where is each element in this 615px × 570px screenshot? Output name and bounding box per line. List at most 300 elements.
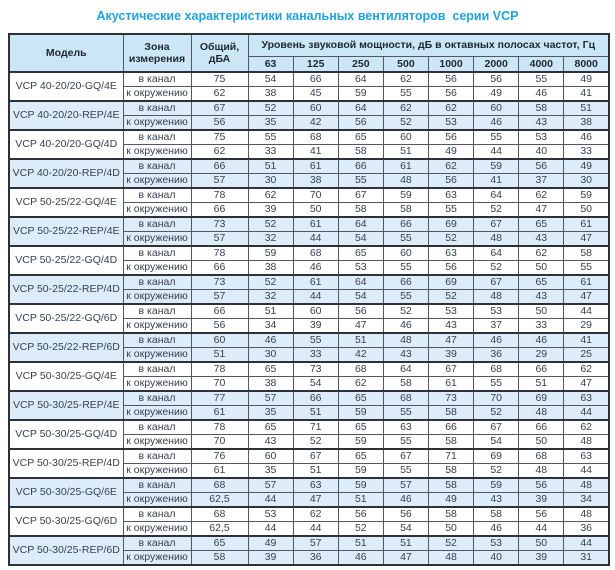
octave-band-level-cell: 68 <box>293 130 338 145</box>
table-row <box>9 478 609 493</box>
octave-band-level-cell: 49 <box>564 72 609 87</box>
octave-band-level-cell: 61 <box>293 217 338 232</box>
octave-band-level-cell: 62 <box>248 188 293 203</box>
model-name-cell: VCP 50-25/22-REP/6D <box>9 333 123 362</box>
octave-band-level-cell: 56 <box>429 72 474 87</box>
octave-band-level-cell: 52 <box>474 464 519 479</box>
octave-band-level-cell: 64 <box>338 275 383 290</box>
total-dba-cell: 73 <box>191 217 248 232</box>
octave-band-level-cell: 58 <box>429 478 474 493</box>
octave-band-level-cell: 69 <box>429 275 474 290</box>
measurement-zone-cell: к окружению <box>123 406 191 421</box>
octave-band-level-cell: 43 <box>383 348 428 363</box>
octave-band-level-cell: 41 <box>564 333 609 348</box>
octave-band-level-cell: 67 <box>474 420 519 435</box>
table-row <box>9 101 609 116</box>
total-dba-cell: 78 <box>191 188 248 203</box>
octave-band-level-cell: 47 <box>564 290 609 305</box>
octave-band-level-cell: 59 <box>248 246 293 261</box>
octave-band-level-cell: 32 <box>248 232 293 247</box>
octave-band-level-cell: 51 <box>519 377 564 392</box>
octave-band-level-cell: 54 <box>338 290 383 305</box>
header-freq-250: 250 <box>338 56 383 72</box>
octave-band-level-cell: 25 <box>564 348 609 363</box>
octave-band-level-cell: 36 <box>564 522 609 537</box>
octave-band-level-cell: 33 <box>519 319 564 334</box>
octave-band-level-cell: 61 <box>293 275 338 290</box>
octave-band-level-cell: 66 <box>338 159 383 174</box>
octave-band-level-cell: 55 <box>383 435 428 450</box>
octave-band-level-cell: 48 <box>564 478 609 493</box>
octave-band-level-cell: 55 <box>564 261 609 276</box>
octave-band-level-cell: 61 <box>564 275 609 290</box>
header-freq-4000: 4000 <box>519 56 564 72</box>
measurement-zone-cell: к окружению <box>123 319 191 334</box>
octave-band-level-cell: 52 <box>474 261 519 276</box>
octave-band-level-cell: 67 <box>293 449 338 464</box>
octave-band-level-cell: 68 <box>383 391 428 406</box>
measurement-zone-cell: к окружению <box>123 174 191 189</box>
header-freq-63: 63 <box>248 56 293 72</box>
model-name-cell: VCP 50-30/25-REP/4D <box>9 449 123 478</box>
octave-band-level-cell: 60 <box>293 304 338 319</box>
octave-band-level-cell: 52 <box>293 435 338 450</box>
octave-band-level-cell: 44 <box>293 232 338 247</box>
header-freq-2000: 2000 <box>474 56 519 72</box>
octave-band-level-cell: 33 <box>248 145 293 160</box>
octave-band-level-cell: 56 <box>338 116 383 131</box>
octave-band-level-cell: 33 <box>293 348 338 363</box>
octave-band-level-cell: 68 <box>474 362 519 377</box>
octave-band-level-cell: 53 <box>429 304 474 319</box>
octave-band-level-cell: 52 <box>429 232 474 247</box>
octave-band-level-cell: 39 <box>248 203 293 218</box>
octave-band-level-cell: 58 <box>429 406 474 421</box>
octave-band-level-cell: 73 <box>429 391 474 406</box>
octave-band-level-cell: 56 <box>474 72 519 87</box>
octave-band-level-cell: 65 <box>248 420 293 435</box>
header-model: Модель <box>9 34 123 72</box>
model-name-cell: VCP 50-30/25-REP/4E <box>9 391 123 420</box>
total-dba-cell: 68 <box>191 478 248 493</box>
octave-band-level-cell: 47 <box>429 333 474 348</box>
octave-band-level-cell: 64 <box>474 188 519 203</box>
total-dba-cell: 57 <box>191 290 248 305</box>
octave-band-level-cell: 64 <box>383 362 428 377</box>
octave-band-level-cell: 66 <box>519 420 564 435</box>
octave-band-level-cell: 57 <box>293 536 338 551</box>
octave-band-level-cell: 41 <box>293 145 338 160</box>
octave-band-level-cell: 48 <box>519 406 564 421</box>
total-dba-cell: 70 <box>191 435 248 450</box>
octave-band-level-cell: 54 <box>474 435 519 450</box>
octave-band-level-cell: 44 <box>564 304 609 319</box>
octave-band-level-cell: 55 <box>338 174 383 189</box>
octave-band-level-cell: 48 <box>383 174 428 189</box>
octave-band-level-cell: 43 <box>474 493 519 508</box>
octave-band-level-cell: 47 <box>519 203 564 218</box>
header-freq-1000: 1000 <box>429 56 474 72</box>
total-dba-cell: 66 <box>191 261 248 276</box>
octave-band-level-cell: 43 <box>248 435 293 450</box>
octave-band-level-cell: 51 <box>564 101 609 116</box>
octave-band-level-cell: 62 <box>383 72 428 87</box>
octave-band-level-cell: 48 <box>429 551 474 566</box>
measurement-zone-cell: к окружению <box>123 87 191 102</box>
measurement-zone-cell: к окружению <box>123 116 191 131</box>
octave-band-level-cell: 64 <box>474 246 519 261</box>
octave-band-level-cell: 70 <box>293 188 338 203</box>
measurement-zone-cell: к окружению <box>123 232 191 247</box>
total-dba-cell: 62,5 <box>191 493 248 508</box>
octave-band-level-cell: 55 <box>293 333 338 348</box>
octave-band-level-cell: 35 <box>248 464 293 479</box>
table-row <box>9 130 609 145</box>
octave-band-level-cell: 40 <box>474 551 519 566</box>
octave-band-level-cell: 44 <box>293 290 338 305</box>
octave-band-level-cell: 51 <box>383 536 428 551</box>
octave-band-level-cell: 60 <box>383 246 428 261</box>
total-dba-cell: 66 <box>191 203 248 218</box>
octave-band-level-cell: 53 <box>519 130 564 145</box>
total-dba-cell: 60 <box>191 333 248 348</box>
octave-band-level-cell: 51 <box>248 159 293 174</box>
octave-band-level-cell: 53 <box>429 116 474 131</box>
octave-band-level-cell: 50 <box>519 536 564 551</box>
octave-band-level-cell: 50 <box>519 304 564 319</box>
octave-band-level-cell: 56 <box>429 261 474 276</box>
octave-band-level-cell: 62 <box>338 377 383 392</box>
octave-band-level-cell: 55 <box>383 87 428 102</box>
table-body <box>9 72 609 565</box>
octave-band-level-cell: 58 <box>338 203 383 218</box>
octave-band-level-cell: 49 <box>474 87 519 102</box>
table-row <box>9 507 609 522</box>
total-dba-cell: 61 <box>191 406 248 421</box>
measurement-zone-cell: к окружению <box>123 464 191 479</box>
octave-band-level-cell: 53 <box>248 507 293 522</box>
total-dba-cell: 66 <box>191 159 248 174</box>
octave-band-level-cell: 66 <box>519 362 564 377</box>
octave-band-level-cell: 62 <box>564 420 609 435</box>
octave-band-level-cell: 44 <box>564 464 609 479</box>
octave-band-level-cell: 30 <box>248 174 293 189</box>
octave-band-level-cell: 46 <box>338 551 383 566</box>
octave-band-level-cell: 60 <box>293 101 338 116</box>
octave-band-level-cell: 58 <box>429 507 474 522</box>
octave-band-level-cell: 45 <box>293 87 338 102</box>
octave-band-level-cell: 47 <box>383 551 428 566</box>
octave-band-level-cell: 38 <box>564 116 609 131</box>
total-dba-cell: 62,5 <box>191 522 248 537</box>
octave-band-level-cell: 44 <box>519 522 564 537</box>
octave-band-level-cell: 48 <box>474 290 519 305</box>
total-dba-cell: 77 <box>191 391 248 406</box>
octave-band-level-cell: 67 <box>383 449 428 464</box>
octave-band-level-cell: 49 <box>429 493 474 508</box>
measurement-zone-cell: в канал <box>123 130 191 145</box>
model-name-cell: VCP 50-30/25-GQ/4E <box>9 362 123 391</box>
octave-band-level-cell: 55 <box>383 261 428 276</box>
octave-band-level-cell: 59 <box>338 87 383 102</box>
model-name-cell: VCP 50-30/25-GQ/6E <box>9 478 123 507</box>
measurement-zone-cell: к окружению <box>123 203 191 218</box>
octave-band-level-cell: 61 <box>564 217 609 232</box>
octave-band-level-cell: 52 <box>429 290 474 305</box>
octave-band-level-cell: 66 <box>293 72 338 87</box>
octave-band-level-cell: 55 <box>383 290 428 305</box>
octave-band-level-cell: 62 <box>519 246 564 261</box>
octave-band-level-cell: 55 <box>383 406 428 421</box>
octave-band-level-cell: 58 <box>383 377 428 392</box>
octave-band-level-cell: 51 <box>248 304 293 319</box>
measurement-zone-cell: к окружению <box>123 348 191 363</box>
octave-band-level-cell: 69 <box>429 217 474 232</box>
octave-band-level-cell: 52 <box>474 203 519 218</box>
measurement-zone-cell: в канал <box>123 275 191 290</box>
octave-band-level-cell: 44 <box>293 522 338 537</box>
octave-band-level-cell: 46 <box>248 333 293 348</box>
octave-band-level-cell: 54 <box>248 72 293 87</box>
octave-band-level-cell: 65 <box>338 130 383 145</box>
table-row <box>9 391 609 406</box>
measurement-zone-cell: в канал <box>123 333 191 348</box>
measurement-zone-cell: к окружению <box>123 377 191 392</box>
measurement-zone-cell: в канал <box>123 188 191 203</box>
total-dba-cell: 65 <box>191 536 248 551</box>
octave-band-level-cell: 51 <box>338 536 383 551</box>
octave-band-level-cell: 47 <box>564 377 609 392</box>
table-row <box>9 333 609 348</box>
table-header <box>9 34 609 72</box>
table-row <box>9 449 609 464</box>
measurement-zone-cell: в канал <box>123 246 191 261</box>
total-dba-cell: 75 <box>191 130 248 145</box>
model-name-cell: VCP 50-25/22-REP/4E <box>9 217 123 246</box>
octave-band-level-cell: 51 <box>338 333 383 348</box>
octave-band-level-cell: 58 <box>383 203 428 218</box>
octave-band-level-cell: 39 <box>519 493 564 508</box>
octave-band-level-cell: 41 <box>474 174 519 189</box>
octave-band-level-cell: 44 <box>248 493 293 508</box>
octave-band-level-cell: 58 <box>429 464 474 479</box>
octave-band-level-cell: 50 <box>429 522 474 537</box>
octave-band-level-cell: 59 <box>338 406 383 421</box>
octave-band-level-cell: 52 <box>248 101 293 116</box>
octave-band-level-cell: 56 <box>519 159 564 174</box>
octave-band-level-cell: 46 <box>519 333 564 348</box>
octave-band-level-cell: 67 <box>429 362 474 377</box>
octave-band-level-cell: 60 <box>248 449 293 464</box>
octave-band-level-cell: 39 <box>293 319 338 334</box>
octave-band-level-cell: 63 <box>429 246 474 261</box>
total-dba-cell: 62 <box>191 87 248 102</box>
acoustic-characteristics-table <box>8 33 610 566</box>
octave-band-level-cell: 39 <box>519 551 564 566</box>
octave-band-level-cell: 55 <box>383 232 428 247</box>
octave-band-level-cell: 34 <box>248 319 293 334</box>
octave-band-level-cell: 68 <box>519 449 564 464</box>
octave-band-level-cell: 49 <box>564 159 609 174</box>
octave-band-level-cell: 63 <box>564 391 609 406</box>
total-dba-cell: 78 <box>191 362 248 377</box>
octave-band-level-cell: 51 <box>383 145 428 160</box>
octave-band-level-cell: 36 <box>293 551 338 566</box>
octave-band-level-cell: 62 <box>293 507 338 522</box>
octave-band-level-cell: 66 <box>383 275 428 290</box>
measurement-zone-cell: к окружению <box>123 290 191 305</box>
octave-band-level-cell: 71 <box>429 449 474 464</box>
octave-band-level-cell: 73 <box>293 362 338 377</box>
table-row <box>9 217 609 232</box>
octave-band-level-cell: 52 <box>248 275 293 290</box>
measurement-zone-cell: в канал <box>123 507 191 522</box>
model-name-cell: VCP 40-20/20-REP/4D <box>9 159 123 188</box>
octave-band-level-cell: 58 <box>429 435 474 450</box>
page-title: Акустические характеристики канальных вентиляторов серии VCP <box>96 9 519 23</box>
table-row <box>9 275 609 290</box>
octave-band-level-cell: 32 <box>248 290 293 305</box>
octave-band-level-cell: 63 <box>564 449 609 464</box>
octave-band-level-cell: 69 <box>519 391 564 406</box>
octave-band-level-cell: 47 <box>564 232 609 247</box>
measurement-zone-cell: к окружению <box>123 261 191 276</box>
octave-band-level-cell: 44 <box>564 536 609 551</box>
octave-band-level-cell: 52 <box>429 536 474 551</box>
octave-band-level-cell: 33 <box>564 145 609 160</box>
octave-band-level-cell: 65 <box>338 391 383 406</box>
octave-band-level-cell: 44 <box>564 406 609 421</box>
octave-band-level-cell: 42 <box>338 348 383 363</box>
model-name-cell: VCP 40-20/20-GQ/4D <box>9 130 123 159</box>
octave-band-level-cell: 55 <box>429 203 474 218</box>
octave-band-level-cell: 51 <box>338 493 383 508</box>
total-dba-cell: 78 <box>191 420 248 435</box>
octave-band-level-cell: 58 <box>519 101 564 116</box>
octave-band-level-cell: 64 <box>338 101 383 116</box>
octave-band-level-cell: 59 <box>383 188 428 203</box>
octave-band-level-cell: 57 <box>248 391 293 406</box>
octave-band-level-cell: 30 <box>248 348 293 363</box>
header-sound-power-levels: Уровень звуковой мощности, дБ в октавных полосах частот, Гц <box>248 34 609 56</box>
octave-band-level-cell: 54 <box>338 232 383 247</box>
octave-band-level-cell: 56 <box>429 130 474 145</box>
header-zone: Зона измерения <box>123 34 191 72</box>
octave-band-level-cell: 56 <box>383 507 428 522</box>
measurement-zone-cell: к окружению <box>123 551 191 566</box>
octave-band-level-cell: 35 <box>248 116 293 131</box>
measurement-zone-cell: в канал <box>123 101 191 116</box>
octave-band-level-cell: 46 <box>383 319 428 334</box>
octave-band-level-cell: 39 <box>248 551 293 566</box>
total-dba-cell: 75 <box>191 72 248 87</box>
octave-band-level-cell: 52 <box>383 116 428 131</box>
octave-band-level-cell: 36 <box>474 348 519 363</box>
octave-band-level-cell: 41 <box>564 87 609 102</box>
measurement-zone-cell: к окружению <box>123 145 191 160</box>
octave-band-level-cell: 48 <box>383 333 428 348</box>
total-dba-cell: 57 <box>191 174 248 189</box>
model-name-cell: VCP 40-20/20-REP/4E <box>9 101 123 130</box>
measurement-zone-cell: в канал <box>123 420 191 435</box>
octave-band-level-cell: 29 <box>564 319 609 334</box>
octave-band-level-cell: 48 <box>564 435 609 450</box>
octave-band-level-cell: 58 <box>474 507 519 522</box>
measurement-zone-cell: в канал <box>123 362 191 377</box>
octave-band-level-cell: 65 <box>338 449 383 464</box>
total-dba-cell: 58 <box>191 551 248 566</box>
model-name-cell: VCP 50-25/22-GQ/4E <box>9 188 123 217</box>
octave-band-level-cell: 59 <box>474 159 519 174</box>
octave-band-level-cell: 62 <box>383 101 428 116</box>
model-name-cell: VCP 50-25/22-REP/4D <box>9 275 123 304</box>
octave-band-level-cell: 35 <box>248 406 293 421</box>
total-dba-cell: 68 <box>191 507 248 522</box>
measurement-zone-cell: в канал <box>123 72 191 87</box>
octave-band-level-cell: 37 <box>519 174 564 189</box>
total-dba-cell: 56 <box>191 116 248 131</box>
octave-band-level-cell: 51 <box>293 464 338 479</box>
octave-band-level-cell: 61 <box>383 159 428 174</box>
octave-band-level-cell: 59 <box>338 464 383 479</box>
total-dba-cell: 62 <box>191 145 248 160</box>
table-row <box>9 159 609 174</box>
measurement-zone-cell: в канал <box>123 304 191 319</box>
octave-band-level-cell: 38 <box>248 261 293 276</box>
octave-band-level-cell: 65 <box>519 275 564 290</box>
octave-band-level-cell: 48 <box>474 232 519 247</box>
octave-band-level-cell: 43 <box>429 319 474 334</box>
total-dba-cell: 70 <box>191 377 248 392</box>
octave-band-level-cell: 56 <box>429 87 474 102</box>
octave-band-level-cell: 47 <box>338 319 383 334</box>
header-total-dba: Общий, дБА <box>191 34 248 72</box>
octave-band-level-cell: 50 <box>519 261 564 276</box>
octave-band-level-cell: 51 <box>293 406 338 421</box>
octave-band-level-cell: 60 <box>383 130 428 145</box>
total-dba-cell: 57 <box>191 232 248 247</box>
octave-band-level-cell: 52 <box>474 406 519 421</box>
model-name-cell: VCP 50-25/22-GQ/6D <box>9 304 123 333</box>
octave-band-level-cell: 30 <box>564 174 609 189</box>
octave-band-level-cell: 53 <box>474 536 519 551</box>
table-row <box>9 304 609 319</box>
octave-band-level-cell: 67 <box>338 188 383 203</box>
total-dba-cell: 73 <box>191 275 248 290</box>
octave-band-level-cell: 65 <box>519 217 564 232</box>
octave-band-level-cell: 44 <box>248 522 293 537</box>
octave-band-level-cell: 55 <box>474 130 519 145</box>
octave-band-level-cell: 42 <box>293 116 338 131</box>
octave-band-level-cell: 43 <box>519 116 564 131</box>
octave-band-level-cell: 46 <box>293 261 338 276</box>
octave-band-level-cell: 56 <box>519 507 564 522</box>
octave-band-level-cell: 56 <box>338 507 383 522</box>
model-name-cell: VCP 40-20/20-GQ/4E <box>9 72 123 101</box>
measurement-zone-cell: к окружению <box>123 522 191 537</box>
octave-band-level-cell: 43 <box>519 290 564 305</box>
octave-band-level-cell: 59 <box>338 435 383 450</box>
octave-band-level-cell: 46 <box>474 522 519 537</box>
table-row <box>9 72 609 87</box>
octave-band-level-cell: 47 <box>293 493 338 508</box>
measurement-zone-cell: к окружению <box>123 435 191 450</box>
octave-band-level-cell: 67 <box>474 275 519 290</box>
octave-band-level-cell: 65 <box>338 420 383 435</box>
octave-band-level-cell: 63 <box>429 188 474 203</box>
measurement-zone-cell: в канал <box>123 449 191 464</box>
total-dba-cell: 61 <box>191 464 248 479</box>
